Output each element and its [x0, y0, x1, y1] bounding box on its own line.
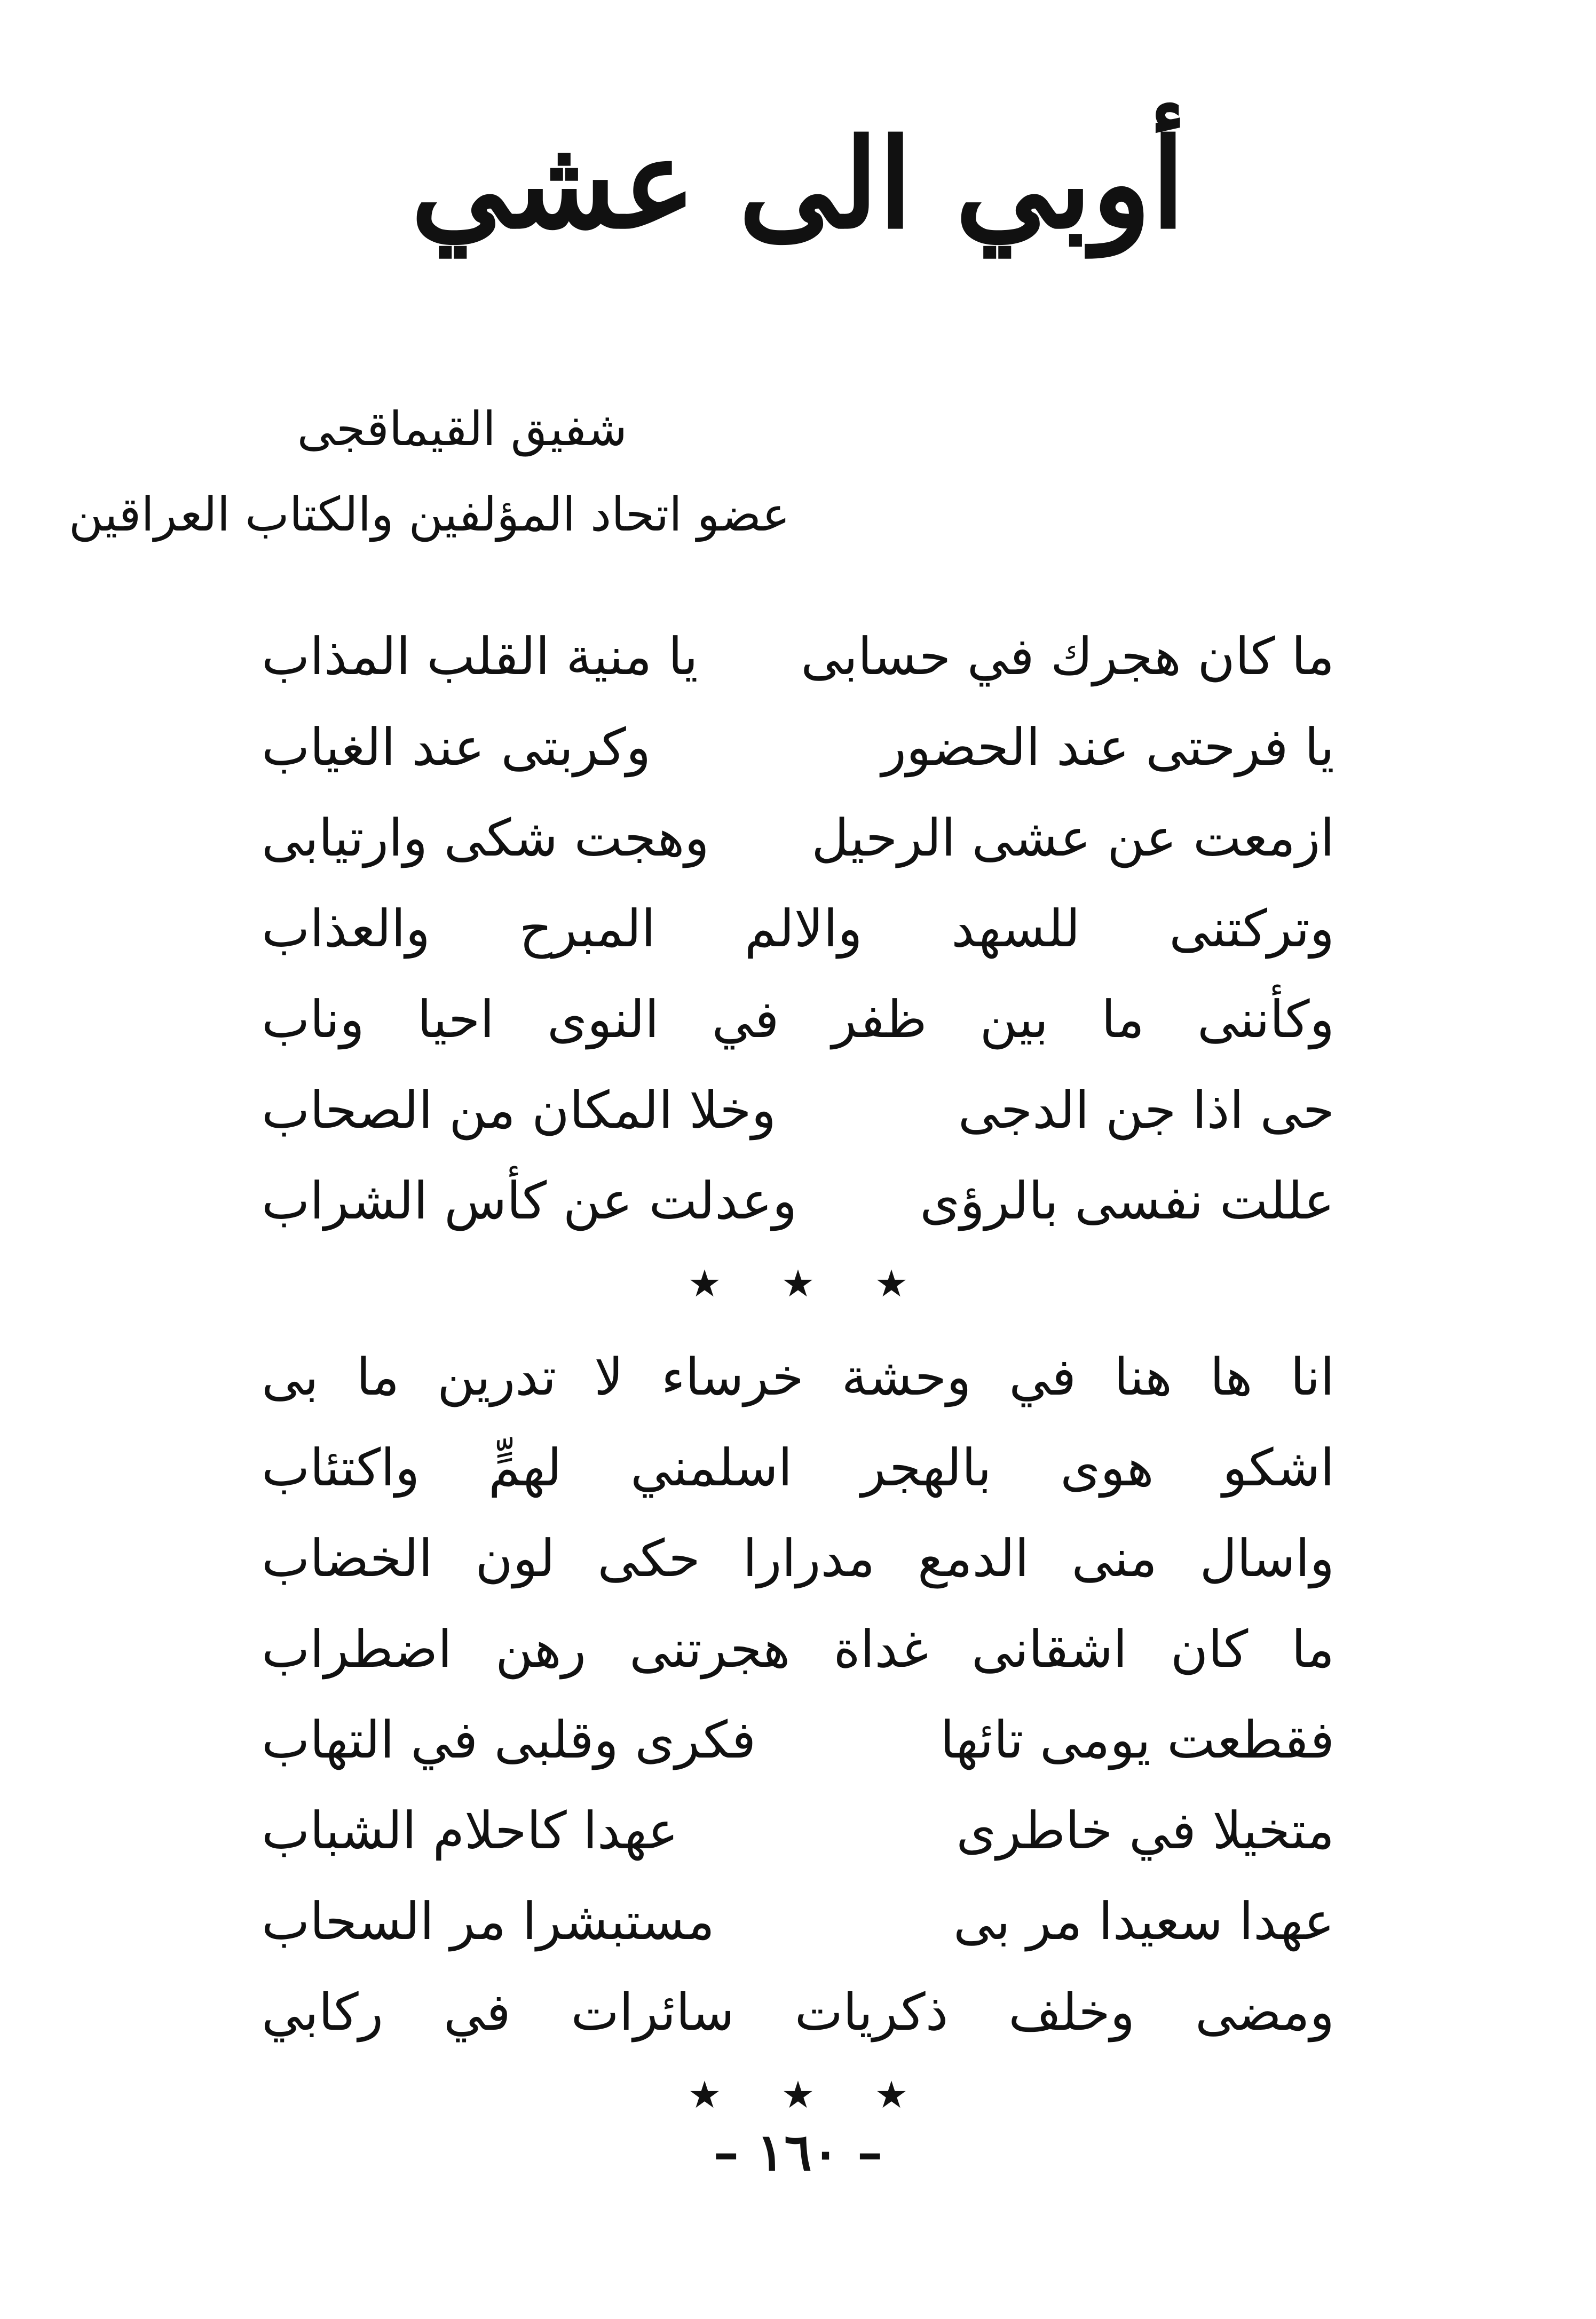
- verse-line: [262, 1884, 1334, 1959]
- verse-first-hemistich: متخيلا في خاطرى: [956, 1801, 1334, 1861]
- verse-line: [262, 1793, 1334, 1868]
- verse-line: [262, 801, 1334, 875]
- verse-first-hemistich: ازمعت عن عشى الرحيل: [811, 808, 1334, 868]
- verse-line: [262, 619, 1334, 694]
- verse-first-hemistich: حى اذا جن الدجى: [958, 1080, 1334, 1140]
- verse-second-hemistich: وكربتى عند الغياب: [262, 717, 651, 777]
- stanza-separator: [0, 2073, 1596, 2117]
- verse-second-hemistich: عهدا كاحلام الشباب: [262, 1801, 678, 1861]
- star-icon: ★: [874, 1262, 908, 1305]
- star-icon: ★: [688, 2073, 722, 2117]
- star-icon: ★: [781, 2073, 815, 2117]
- stanza-separator: [0, 1262, 1596, 1305]
- verse-line: [262, 1703, 1334, 1777]
- verse-second-hemistich: وعدلت عن كأس الشراب: [262, 1171, 797, 1231]
- verse-line-full: وكأننى ما بين ظفر في النوى احيا وناب: [262, 990, 1334, 1049]
- verse-line-full: وتركتنى للسهد والالم المبرح والعذاب: [262, 899, 1334, 959]
- star-icon: ★: [874, 2073, 908, 2117]
- star-icon: ★: [781, 1262, 815, 1305]
- author-name: شفيق القيماقجى: [297, 401, 627, 456]
- verse-line-full: ومضى وخلف ذكريات سائرات في ركابي: [262, 1982, 1334, 2042]
- verse-line-full: ما كان اشقانى غداة هجرتنى رهن اضطراب: [262, 1619, 1334, 1679]
- author-affiliation: عضو اتحاد المؤلفين والكتاب العراقين: [68, 487, 790, 542]
- verse-first-hemistich: ما كان هجرك في حسابى: [801, 627, 1334, 686]
- verse-line: [262, 1073, 1334, 1147]
- verse-line: [262, 710, 1334, 785]
- star-icon: ★: [688, 1262, 722, 1305]
- verse-line-full: انا ها هنا في وحشة خرساء لا تدرين ما بى: [262, 1347, 1334, 1407]
- verse-line: [262, 1164, 1334, 1238]
- verse-line-full: اشكو هوى بالهجر اسلمني لهمٍّ واكتئاب: [262, 1438, 1334, 1498]
- verse-first-hemistich: فقطعت يومى تائها: [940, 1710, 1334, 1770]
- page-number: – ١٦٠ –: [713, 2122, 883, 2182]
- verse-line-full: واسال منى الدمع مدرارا حكى لون الخضاب: [262, 1529, 1334, 1588]
- verse-first-hemistich: عللت نفسى بالرؤى: [920, 1171, 1334, 1231]
- verse-second-hemistich: مستبشرا مر السحاب: [262, 1891, 715, 1951]
- verse-second-hemistich: وهجت شكى وارتيابى: [262, 808, 709, 868]
- verse-first-hemistich: عهدا سعيدا مر بى: [953, 1891, 1334, 1951]
- verse-second-hemistich: وخلا المكان من الصحاب: [262, 1080, 776, 1140]
- verse-second-hemistich: يا منية القلب المذاب: [262, 627, 698, 686]
- verse-second-hemistich: فكرى وقلبى في التهاب: [262, 1710, 756, 1770]
- verse-first-hemistich: يا فرحتى عند الحضور: [881, 717, 1334, 777]
- poem-title: أوبي الى عشي: [410, 112, 1186, 256]
